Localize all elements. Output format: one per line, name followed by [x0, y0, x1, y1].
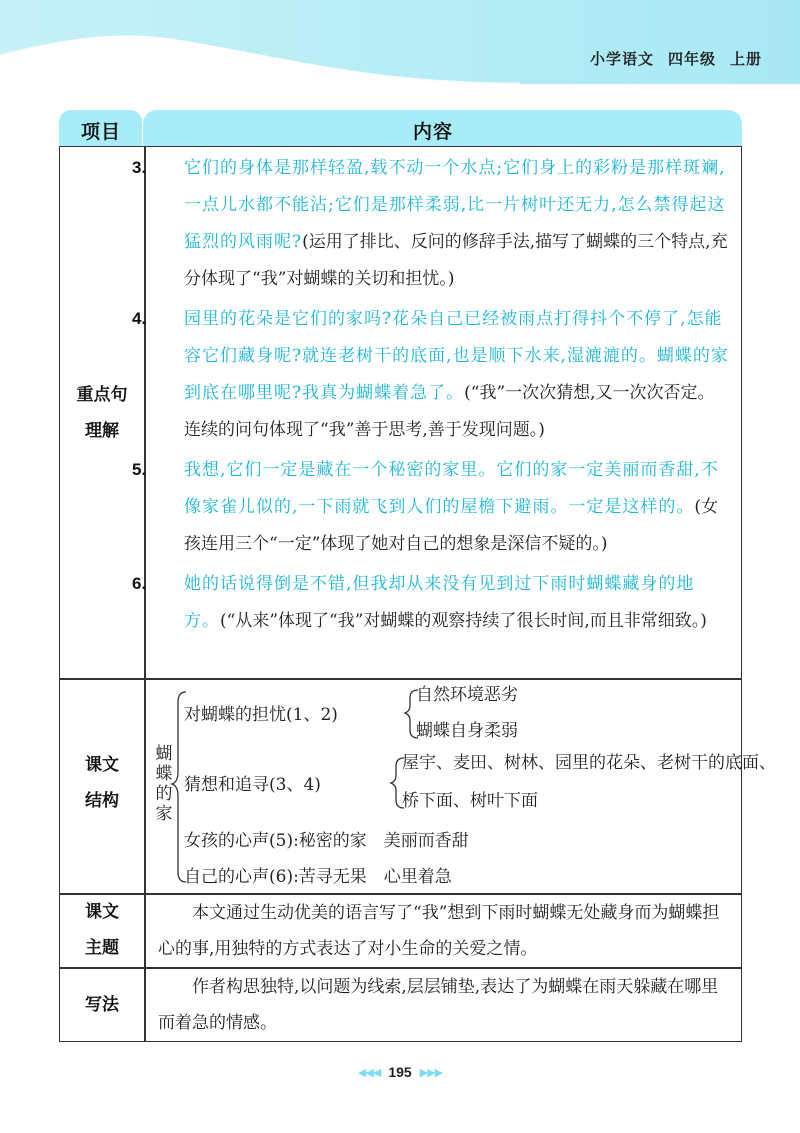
sub-branch: 自然环境恶劣	[416, 685, 518, 705]
header-content-label: 内容	[413, 121, 454, 143]
study-table	[59, 146, 776, 1042]
note-text: (女孩连用三个“一定”体现了她对自己的想象是深信不疑的。)	[184, 497, 719, 554]
note-text: (“我”一次次猜想,又一次次否定。连续的问句体现了“我”善于思考,善于发现问题。)	[184, 383, 715, 440]
item-number: 5.	[132, 460, 147, 479]
root-char: 蝶	[155, 764, 173, 784]
quote-text: 她的话说得倒是不错,但我却从来没有见到过下雨时蝴蝶藏身的地方。	[184, 574, 695, 631]
table-header	[59, 108, 742, 146]
row-label-writing: 写法	[85, 995, 119, 1015]
label-line: 理解	[85, 421, 119, 441]
theme-text: 本文通过生动优美的语言写了“我”想到下雨时蝴蝶无处藏身而为蝴蝶担心的事,用独特的方式表达了对小生命的关爱之情。	[158, 903, 720, 959]
banner-wave	[0, 0, 800, 84]
list-item	[132, 565, 730, 640]
structure-root	[154, 744, 174, 824]
header-cell-item	[59, 110, 142, 146]
left-arrows-icon: ◀◀◀	[357, 1066, 381, 1079]
sub-branch: 蝴蝶自身柔弱	[416, 721, 518, 741]
header-cell-content	[143, 110, 742, 146]
label-line: 主题	[85, 938, 119, 958]
item-number: 6.	[132, 574, 147, 593]
quote-text: 它们的身体是那样轻盈,载不动一个水点;它们身上的彩粉是那样斑斓,一点儿水都不能沾;它们是那样柔弱,比一片树叶还无力,怎么禁得起这猛烈的风雨呢?	[184, 158, 726, 252]
writing-text: 作者构思独特,以问题为线索,层层铺垫,表达了为蝴蝶在雨天躲藏在哪里而着急的情感。	[158, 977, 719, 1033]
label-line: 课文	[85, 755, 119, 775]
item-number: 3.	[132, 158, 147, 177]
branch-guess: 猜想和追寻(3、4)	[184, 775, 321, 795]
header-banner	[0, 0, 800, 84]
subject-text: 小学语文	[589, 50, 654, 68]
branch-worry: 对蝴蝶的担忧(1、2)	[184, 705, 338, 725]
row-label-theme	[60, 894, 144, 966]
item-number: 4.	[132, 309, 147, 328]
root-char: 的	[155, 784, 173, 804]
list-item	[132, 451, 730, 563]
quote-text: 园里的花朵是它们的家吗?花朵自己已经被雨点打得抖个不停了,怎能容它们藏身呢?就连老树干的底面,也是顺下水来,湿漉漉的。蝴蝶的家到底在哪里呢?我真为蝴蝶着急了。	[184, 309, 729, 403]
page-number: 195	[388, 1064, 412, 1080]
row-label-structure	[60, 747, 144, 819]
label-line: 结构	[85, 791, 119, 811]
label-line: 课文	[85, 902, 119, 922]
root-char: 家	[155, 804, 173, 824]
grade-text: 四年级	[667, 50, 716, 68]
structure-diagram	[144, 678, 776, 893]
list-item	[132, 300, 730, 449]
volume-text: 上册	[729, 50, 762, 68]
key-sentences-content	[132, 149, 730, 642]
branch-own-voice: 自己的心声(6):苦寻无果 心里着急	[184, 867, 452, 887]
root-char: 蝴	[155, 744, 173, 764]
quote-text: 我想,它们一定是藏在一个秘密的家里。它们的家一定美丽而香甜,不像家雀儿似的,一下雨就飞到人们的屋檐下避雨。一定是这样的。	[184, 460, 719, 517]
note-text: (运用了排比、反问的修辞手法,描写了蝴蝶的三个特点,充分体现了“我”对蝴蝶的关切和担忧。)	[184, 232, 728, 289]
label-line: 重点句	[76, 385, 128, 405]
list-item	[132, 149, 730, 298]
note-text: (“从来”体现了“我”对蝴蝶的观察持续了很长时间,而且非常细致。)	[220, 611, 707, 631]
header-item-label: 项目	[81, 121, 122, 143]
subject-grade-label	[590, 48, 762, 69]
page-footer	[0, 1064, 800, 1081]
right-arrows-icon: ▶▶▶	[419, 1066, 443, 1079]
branch-girl-voice: 女孩的心声(5):秘密的家 美丽而香甜	[184, 831, 469, 851]
sub-branch: 屋宇、麦田、树林、园里的花朵、老树干的底面、	[402, 753, 776, 773]
sub-branch: 桥下面、树叶下面	[402, 791, 538, 811]
row-label-key-sentences	[60, 377, 144, 449]
